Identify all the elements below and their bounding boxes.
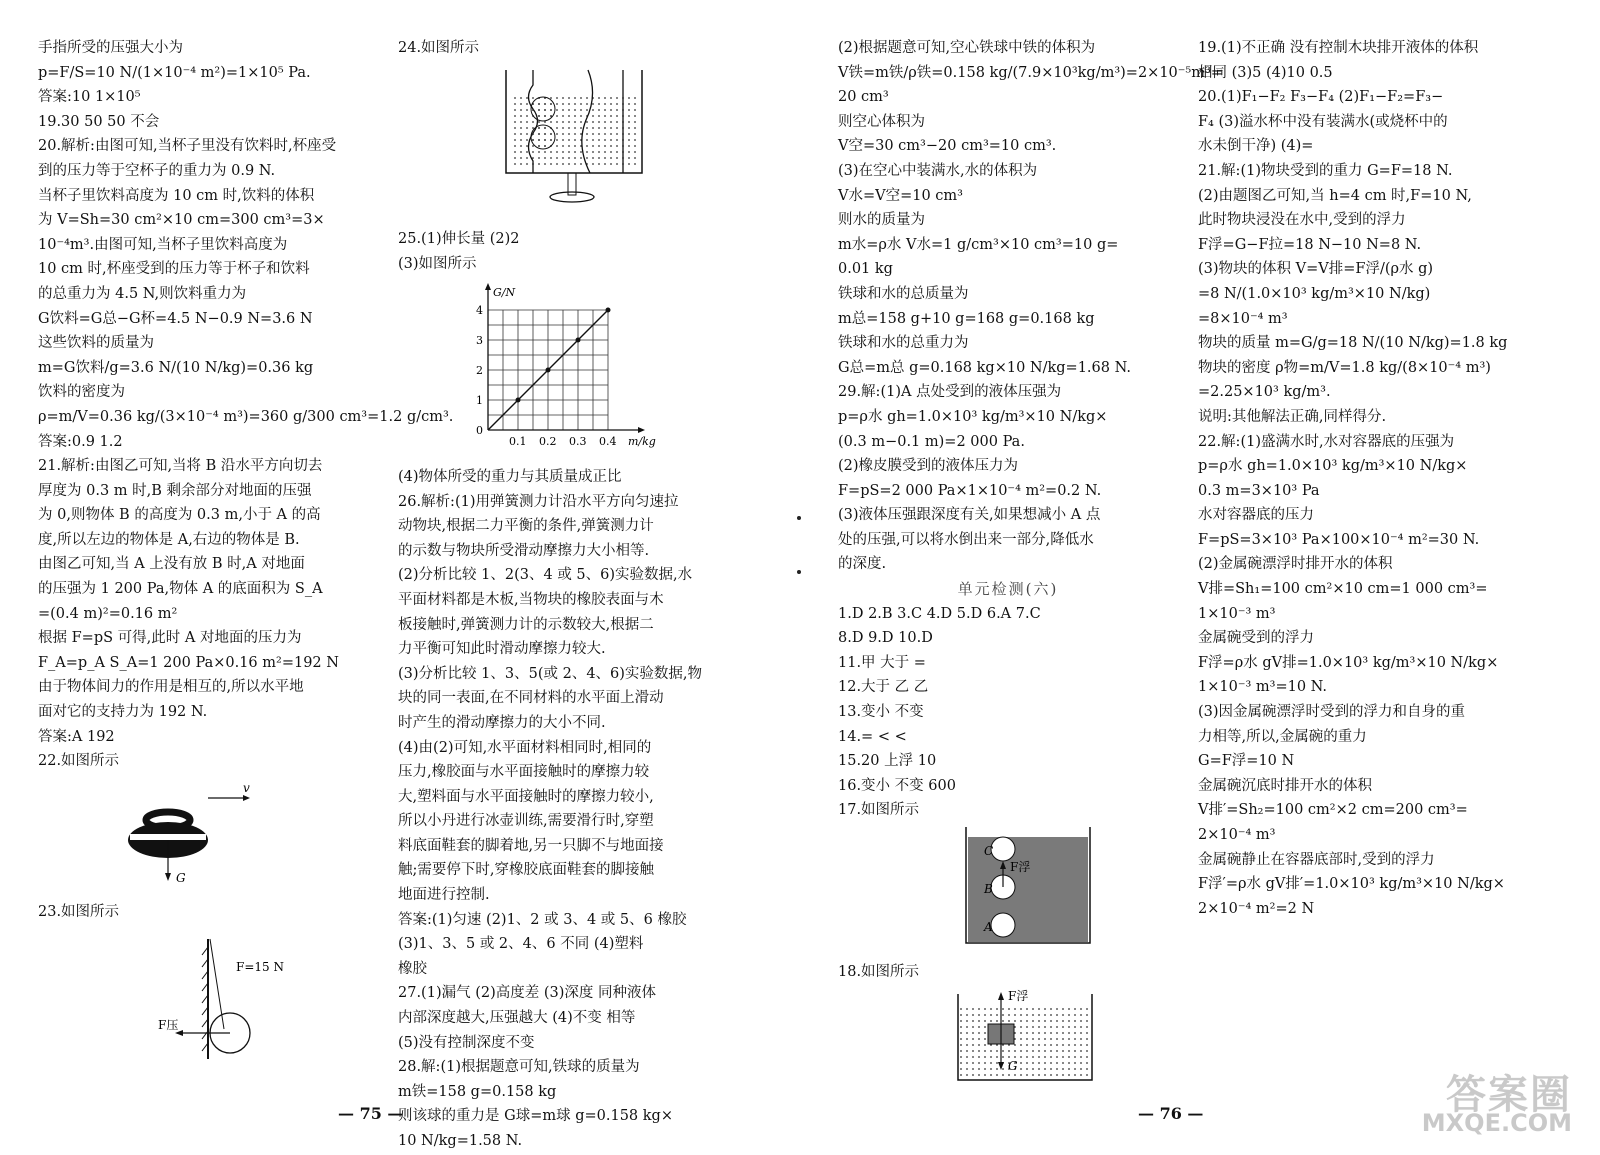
text-line: G总=m总 g=0.168 kg×10 N/kg=1.68 N. <box>838 359 1131 376</box>
text-line: (3)分析比较 1、3、5(或 2、4、6)实验数据,物 <box>398 665 703 682</box>
text-line: 水对容器底的压力 <box>1198 507 1314 524</box>
text-line: 答案:(1)匀速 (2)1、2 或 3、4 或 5、6 橡胶 <box>398 911 687 928</box>
y-tick-label: 0 <box>476 424 483 438</box>
text-line: 的总重力为 4.5 N,则饮料重力为 <box>38 285 247 302</box>
text-line: 度,所以左边的物体是 A,右边的物体是 B. <box>38 531 300 548</box>
text-line: =8×10⁻⁴ m³ <box>1198 310 1288 327</box>
buoyancy-label: F浮 <box>1010 860 1031 874</box>
text-line: 21.解:(1)物块受到的重力 G=F=18 N. <box>1198 162 1453 179</box>
text-line: 26.解析:(1)用弹簧测力计沿水平方向匀速拉 <box>398 493 679 510</box>
text-line: 20.解析:由图可知,当杯子里没有饮料时,杯座受 <box>38 138 337 155</box>
text-line: 1×10⁻³ m³ <box>1198 605 1276 622</box>
text-line: =(0.4 m)²=0.16 m² <box>38 605 178 622</box>
text-line: 的深度. <box>838 556 887 573</box>
text-line: 13.变小 不变 <box>838 704 924 721</box>
text-line: F=pS=2 000 Pa×1×10⁻⁴ m²=0.2 N. <box>838 482 1102 499</box>
text-line: 处的压强,可以将水倒出来一部分,降低水 <box>838 531 1094 548</box>
x-tick-label: 0.4 <box>599 435 617 449</box>
binding-mark <box>797 516 801 520</box>
figure-18-block-in-water <box>838 988 1138 1088</box>
text-line: 22.解:(1)盛满水时,水对容器底的压强为 <box>1198 433 1455 450</box>
y-axis-label: G/N <box>493 286 516 300</box>
figure-24-connected-vessels <box>398 65 698 215</box>
text-line: 饮料的密度为 <box>38 384 125 401</box>
text-line: 时产生的滑动摩擦力的大小不同. <box>398 714 606 731</box>
gravity-label: G <box>1008 1059 1018 1074</box>
text-line: p=ρ水 gh=1.0×10³ kg/m³×10 N/kg× <box>1198 458 1468 475</box>
text-line: (2)金属碗漂浮时排开水的体积 <box>1198 556 1393 573</box>
text-line: V排′=Sh₂=100 cm²×2 cm=200 cm³= <box>1198 802 1468 819</box>
text-line: 手指所受的压强大小为 <box>38 40 183 56</box>
gravity-label: G <box>176 870 186 885</box>
text-line: F浮′=ρ水 gV排′=1.0×10³ kg/m³×10 N/kg× <box>1198 876 1505 893</box>
data-point <box>606 308 611 313</box>
text-line: V水=V空=10 cm³ <box>838 187 963 204</box>
text-line: 则该球的重力是 G球=m球 g=0.158 kg× <box>398 1108 673 1125</box>
text-line: (3)物块的体积 V=V排=F浮/(ρ水 g) <box>1198 261 1434 278</box>
pressure-force-label: F压 <box>158 1018 179 1032</box>
text-line: (4)由(2)可知,水平面材料相同时,相同的 <box>398 739 652 756</box>
data-point <box>576 338 581 343</box>
text-line: (3)如图所示 <box>398 255 477 272</box>
text-line: 当杯子里饮料高度为 10 cm 时,饮料的体积 <box>38 187 315 204</box>
text-line: G饮料=G总−G杯=4.5 N−0.9 N=3.6 N <box>38 310 313 327</box>
text-line: m水=ρ水 V水=1 g/cm³×10 cm³=10 g= <box>838 236 1119 253</box>
text-line: 22.如图所示 <box>38 753 120 770</box>
text-line: 则水的质量为 <box>838 212 925 229</box>
text-line: 到的压力等于空杯子的重力为 0.9 N. <box>38 162 276 179</box>
answer-lines <box>838 602 1178 823</box>
text-line: 20 cm³ <box>838 89 889 106</box>
text-line: 料底面鞋套的脚着地,另一只脚不与地面接 <box>398 837 664 854</box>
text-line: (3)1、3、5 或 2、4、6 不同 (4)塑料 <box>398 936 644 953</box>
text-line: 水未倒干净) (4)= <box>1198 138 1314 155</box>
text-line: (0.3 m−0.1 m)=2 000 Pa. <box>838 433 1025 450</box>
text-line: 15.20 上浮 10 <box>838 753 937 770</box>
text-line: 内部深度越大,压强越大 (4)不变 相等 <box>398 1010 636 1027</box>
text-line: 物块的质量 m=G/g=18 N/(10 N/kg)=1.8 kg <box>1198 335 1508 352</box>
text-line: 答案:A 192 <box>38 728 115 745</box>
section-title: 单元检测(六) <box>957 580 1059 599</box>
text-line: 12.大于 乙 乙 <box>838 679 929 696</box>
watermark-url: MXQE.COM <box>1421 1109 1572 1137</box>
page-number-right: — 76 — <box>1138 1104 1204 1123</box>
answer-lines <box>838 36 1223 577</box>
text-line: 10 cm 时,杯座受到的压力等于杯子和饮料 <box>38 261 310 278</box>
text-line: 力平衡可知此时滑动摩擦力较大. <box>398 641 606 658</box>
text-line: =8 N/(1.0×10³ kg/m³×10 N/kg) <box>1198 285 1431 302</box>
text-line: 2×10⁻⁴ m²=2 N <box>1198 900 1315 917</box>
answer-lines <box>398 465 738 1154</box>
y-tick-label: 3 <box>476 334 483 348</box>
data-point <box>546 368 551 373</box>
y-tick-label: 4 <box>476 304 483 318</box>
text-line: m总=158 g+10 g=168 g=0.168 kg <box>838 310 1095 327</box>
y-tick-label: 1 <box>476 394 483 408</box>
ball-a-label: A <box>984 920 993 934</box>
text-line: V空=30 cm³−20 cm³=10 cm³. <box>838 138 1057 155</box>
text-line: 16.变小 不变 600 <box>838 777 956 794</box>
text-line: ρ=m/V=0.36 kg/(3×10⁻⁴ m³)=360 g/300 cm³=1.2 g/cm³. <box>38 408 454 425</box>
text-line: m=G饮料/g=3.6 N/(10 N/kg)=0.36 kg <box>38 359 314 376</box>
text-line: (2)分析比较 1、2(3、4 或 5、6)实验数据,水 <box>398 567 693 584</box>
text-line: 的压强为 1 200 Pa,物体 A 的底面积为 S_A <box>38 581 323 598</box>
figure-22-curling-stone <box>38 778 338 888</box>
column-4 <box>1198 36 1538 921</box>
y-tick-label: 2 <box>476 364 483 378</box>
text-line: F浮=G−F拉=18 N−10 N=8 N. <box>1198 236 1422 253</box>
page-number-left: — 75 — <box>338 1104 404 1123</box>
text-line: 物块的密度 ρ物=m/V=1.8 kg/(8×10⁻⁴ m³) <box>1198 359 1491 376</box>
text-line: 答案:0.9 1.2 <box>38 433 123 450</box>
text-line: 金属碗静止在容器底部时,受到的浮力 <box>1198 851 1435 868</box>
buoyancy-label: F浮 <box>1008 989 1029 1004</box>
text-line: (2)由题图乙可知,当 h=4 cm 时,F=10 N, <box>1198 187 1472 204</box>
text-line: 19.30 50 50 不会 <box>38 113 160 130</box>
text-line: 平面材料都是木板,当物块的橡胶表面与木 <box>398 591 664 608</box>
text-line: 说明:其他解法正确,同样得分. <box>1198 408 1387 425</box>
text-line: 力相等,所以,金属碗的重力 <box>1198 728 1367 745</box>
text-line: 厚度为 0.3 m 时,B 剩余部分对地面的压强 <box>38 482 312 499</box>
text-line: 20.(1)F₁−F₂ F₃−F₄ (2)F₁−F₂=F₃− <box>1198 89 1444 106</box>
column-2 <box>398 36 738 1154</box>
velocity-label: v <box>243 780 250 795</box>
text-line: p=ρ水 gh=1.0×10³ kg/m³×10 N/kg× <box>838 408 1108 425</box>
text-line: 相同 (3)5 (4)10 0.5 <box>1198 64 1333 81</box>
text-line: 压力,橡胶面与水平面接触时的摩擦力较 <box>398 764 650 781</box>
watermark <box>1421 1072 1572 1137</box>
text-line: (5)没有控制深度不变 <box>398 1034 535 1051</box>
figure-23-ball-on-wall <box>38 929 338 1069</box>
text-line: F₄ (3)溢水杯中没有装满水(或烧杯中的 <box>1198 113 1448 130</box>
text-line: 28.解:(1)根据题意可知,铁球的质量为 <box>398 1059 640 1076</box>
text-line: 11.甲 大于 = <box>838 654 926 671</box>
y-arrow <box>485 283 491 290</box>
text-line: 27.(1)漏气 (2)高度差 (3)深度 同种液体 <box>398 985 657 1002</box>
text-line: 铁球和水的总重力为 <box>838 335 969 352</box>
text-line: 14.= < < <box>838 728 907 745</box>
text-line: 块的同一表面,在不同材料的水平面上滑动 <box>398 690 664 707</box>
text-line: 2×10⁻⁴ m³ <box>1198 827 1276 843</box>
x-tick-label: 0.3 <box>569 435 587 449</box>
x-tick-label: 0.1 <box>509 435 527 449</box>
text-line: G=F浮=10 N <box>1198 753 1295 770</box>
text-line: 19.(1)不正确 没有控制木块排开液体的体积 <box>1198 40 1479 56</box>
text-line: (4)物体所受的重力与其质量成正比 <box>398 468 622 485</box>
text-line: 橡胶 <box>398 960 427 977</box>
x-arrow <box>638 427 645 433</box>
text-line: F_A=p_A S_A=1 200 Pa×0.16 m²=192 N <box>38 654 339 671</box>
text-line: 25.(1)伸长量 (2)2 <box>398 231 520 248</box>
column-3 <box>838 36 1223 1101</box>
text-line: 所以小丹进行冰壶训练,需要滑行时,穿塑 <box>398 813 654 830</box>
text-line: (3)因金属碗漂浮时受到的浮力和自身的重 <box>1198 704 1466 721</box>
data-point <box>516 398 521 403</box>
text-line: V铁=m铁/ρ铁=0.158 kg/(7.9×10³kg/m³)=2×10⁻⁵m³= <box>838 64 1223 81</box>
answer-lines <box>1198 36 1538 921</box>
x-tick-label: 0.2 <box>539 435 557 449</box>
text-line: m铁=158 g=0.158 kg <box>398 1083 557 1100</box>
text-line: (3)液体压强跟深度有关,如果想减小 A 点 <box>838 507 1101 524</box>
text-line: 为 0,则物体 B 的高度为 0.3 m,小于 A 的高 <box>38 507 321 524</box>
watermark-logo: 答案圈 <box>1446 1072 1572 1118</box>
text-line: F浮=ρ水 gV排=1.0×10³ kg/m³×10 N/kg× <box>1198 654 1499 671</box>
ball-b-label: B <box>984 882 993 896</box>
text-line: 由图乙可知,当 A 上没有放 B 时,A 对地面 <box>38 556 305 573</box>
text-line: 10⁻⁴m³.由图可知,当杯子里饮料高度为 <box>38 236 288 253</box>
text-line: 则空心体积为 <box>838 113 925 130</box>
force-label: F=15 N <box>236 960 284 974</box>
text-line: p=F/S=10 N/(1×10⁻⁴ m²)=1×10⁵ Pa. <box>38 64 311 81</box>
text-line: 金属碗受到的浮力 <box>1198 630 1314 647</box>
binding-mark <box>797 570 801 574</box>
figure-17-balls-in-liquid <box>838 827 1138 947</box>
text-line: F=pS=3×10³ Pa×100×10⁻⁴ m²=30 N. <box>1198 531 1480 548</box>
text-line: 根据 F=pS 可得,此时 A 对地面的压力为 <box>38 630 302 647</box>
text-line: 的示数与物块所受滑动摩擦力大小相等. <box>398 542 650 559</box>
text-line: =2.25×10³ kg/m³. <box>1198 384 1331 401</box>
text-line: 29.解:(1)A 点处受到的液体压强为 <box>838 384 1062 401</box>
text-line: 由于物体间力的作用是相互的,所以水平地 <box>38 679 304 696</box>
text-line: 这些饮料的质量为 <box>38 335 154 352</box>
text-line: V排=Sh₁=100 cm²×10 cm=1 000 cm³= <box>1198 581 1488 598</box>
x-axis-label: m/kg <box>628 435 656 449</box>
text-line: (2)橡皮膜受到的液体压力为 <box>838 458 1019 475</box>
text-line: 8.D 9.D 10.D <box>838 630 933 647</box>
text-line: 答案:10 1×10⁵ <box>38 89 141 106</box>
text-line: 板接触时,弹簧测力计的示数较大,根据二 <box>398 616 654 633</box>
text-line: 大,塑料面与水平面接触时的摩擦力较小, <box>398 788 654 805</box>
text-line: 地面进行控制. <box>398 887 490 904</box>
text-line: 为 V=Sh=30 cm²×10 cm=300 cm³=3× <box>38 212 325 229</box>
figure-25-graph <box>398 280 698 452</box>
text-line: (3)在空心中装满水,水的体积为 <box>838 162 1038 179</box>
question-18: 18.如图所示 <box>838 963 920 980</box>
text-line: 金属碗沉底时排开水的体积 <box>1198 777 1372 794</box>
question-24: 24.如图所示 <box>398 40 480 56</box>
text-line: 触;需要停下时,穿橡胶底面鞋套的脚接触 <box>398 862 654 879</box>
text-line: 动物块,根据二力平衡的条件,弹簧测力计 <box>398 518 654 535</box>
question-23: 23.如图所示 <box>38 904 120 921</box>
text-line: 1×10⁻³ m³=10 N. <box>1198 679 1328 696</box>
text-line: 17.如图所示 <box>838 802 920 819</box>
ball-c-label: C <box>984 844 994 858</box>
text-line: 0.01 kg <box>838 261 893 278</box>
text-line: 面对它的支持力为 192 N. <box>38 704 208 721</box>
text-line: 21.解析:由图乙可知,当将 B 沿水平方向切去 <box>38 458 323 475</box>
text-line: 0.3 m=3×10³ Pa <box>1198 482 1320 499</box>
text-line: 1.D 2.B 3.C 4.D 5.D 6.A 7.C <box>838 605 1041 622</box>
text-line: 此时物块浸没在水中,受到的浮力 <box>1198 212 1406 229</box>
text-line: 10 N/kg=1.58 N. <box>398 1133 523 1149</box>
text-line: 铁球和水的总质量为 <box>838 285 969 302</box>
text-line: (2)根据题意可知,空心铁球中铁的体积为 <box>838 40 1096 56</box>
answer-lines <box>398 227 738 276</box>
